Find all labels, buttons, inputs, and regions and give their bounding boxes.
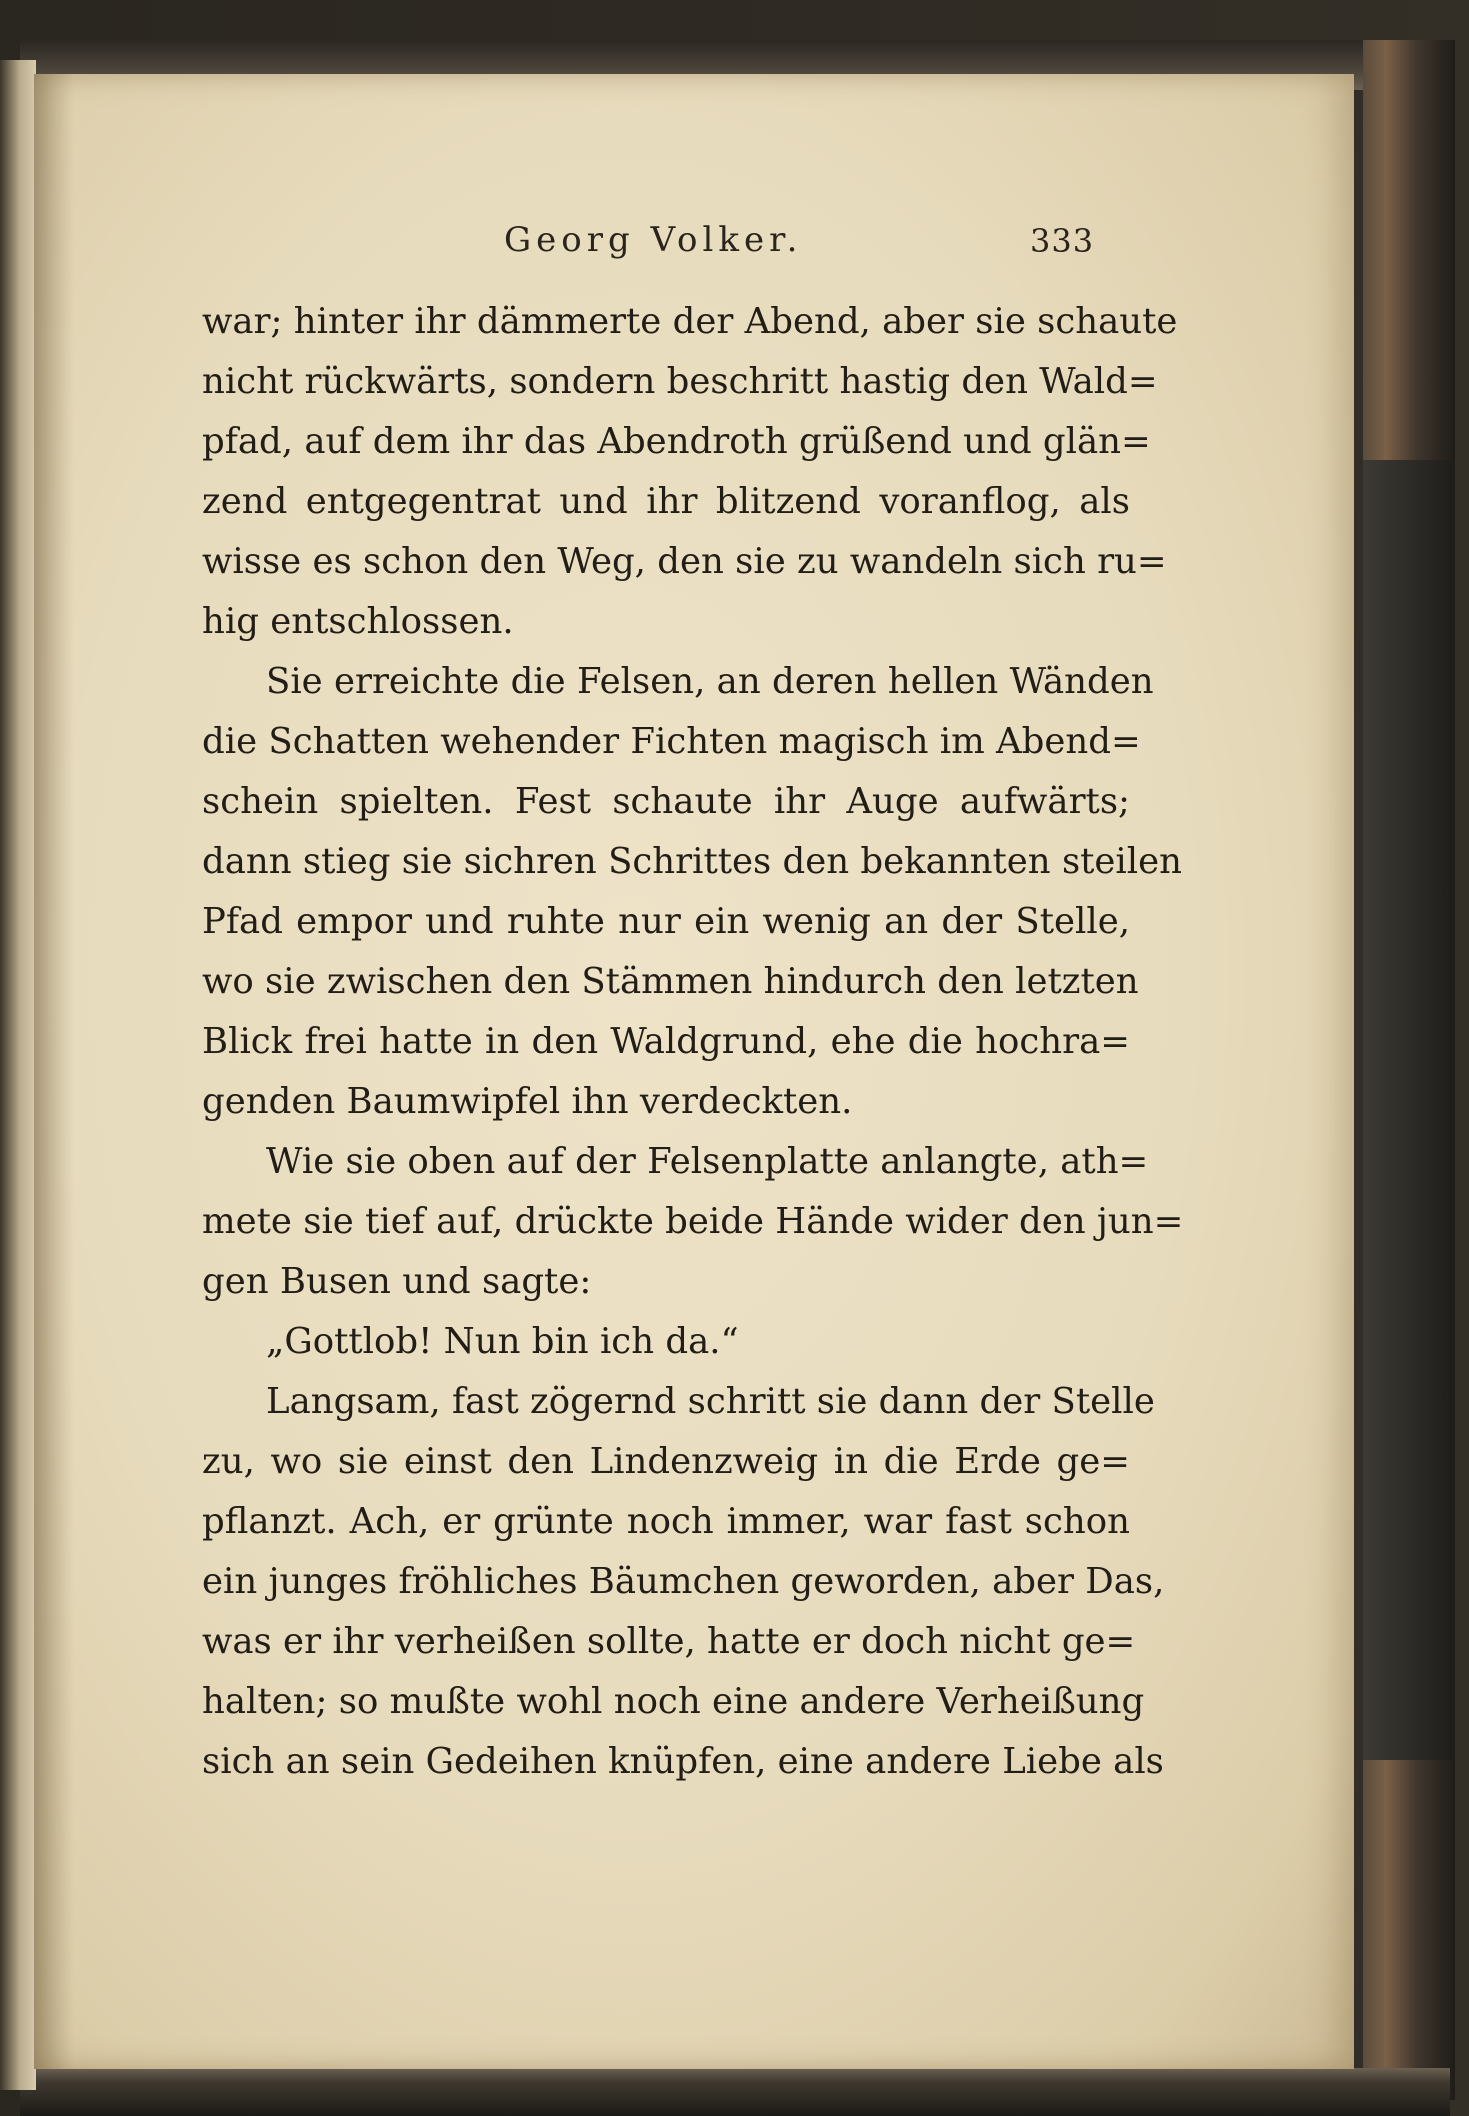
text-line: die Schatten wehender Fichten magisch im Abend= xyxy=(202,721,1141,762)
text-line: Pfad empor und ruhte nur ein wenig an der Stelle, xyxy=(202,901,1130,942)
cover-board-bottom xyxy=(20,2068,1450,2116)
text-line: wisse es schon den Weg, den sie zu wandeln sich ru= xyxy=(202,541,1167,582)
gutter-shadow xyxy=(34,74,74,2069)
text-line: sich an sein Gedeihen knüpfen, eine andere Liebe als xyxy=(202,1741,1164,1782)
text-line: ein junges fröhliches Bäumchen geworden, aber Das, xyxy=(202,1561,1165,1602)
text-line: zend entgegentrat und ihr blitzend voranflog, als xyxy=(202,481,1130,522)
text-line: nicht rückwärts, sondern beschritt hastig den Wald= xyxy=(202,361,1158,402)
running-head xyxy=(34,220,1354,280)
text-line: gen Busen und sagte: xyxy=(202,1261,592,1302)
text-line: genden Baumwipfel ihn verdeckten. xyxy=(202,1081,853,1122)
running-head-title: Georg Volker. xyxy=(504,220,803,260)
text-line: pflanzt. Ach, er grünte noch immer, war fast schon xyxy=(202,1501,1130,1542)
text-line: war; hinter ihr dämmerte der Abend, aber sie schaute xyxy=(202,301,1178,342)
text-line: wo sie zwischen den Stämmen hindurch den letzten xyxy=(202,961,1139,1002)
text-line: Sie erreichte die Felsen, an deren hellen Wänden xyxy=(266,661,1154,702)
text-line: Blick frei hatte in den Waldgrund, ehe die hochra= xyxy=(202,1021,1130,1062)
text-line: zu, wo sie einst den Lindenzweig in die Erde ge= xyxy=(202,1441,1130,1482)
facing-page-edge xyxy=(0,60,36,2090)
page-number: 333 xyxy=(1030,222,1095,260)
text-line: dann stieg sie sichren Schrittes den bekannten steilen xyxy=(202,841,1183,882)
text-line: pfad, auf dem ihr das Abendroth grüßend und glän= xyxy=(202,421,1151,462)
text-line: was er ihr verheißen sollte, hatte er doch nicht ge= xyxy=(202,1621,1136,1662)
text-line: Langsam, fast zögernd schritt sie dann der Stelle xyxy=(266,1381,1155,1422)
text-line: „Gottlob! Nun bin ich da.“ xyxy=(266,1321,739,1362)
text-line: schein spielten. Fest schaute ihr Auge aufwärts; xyxy=(202,781,1130,822)
book-page xyxy=(34,74,1354,2069)
cover-board-right xyxy=(1363,40,1455,2100)
text-line: hig entschlossen. xyxy=(202,601,514,642)
text-line: mete sie tief auf, drückte beide Hände wider den jun= xyxy=(202,1201,1184,1242)
text-line: halten; so mußte wohl noch eine andere Verheißung xyxy=(202,1681,1145,1722)
text-line: Wie sie oben auf der Felsenplatte anlangte, ath= xyxy=(266,1141,1149,1182)
body-text xyxy=(202,292,1184,1792)
